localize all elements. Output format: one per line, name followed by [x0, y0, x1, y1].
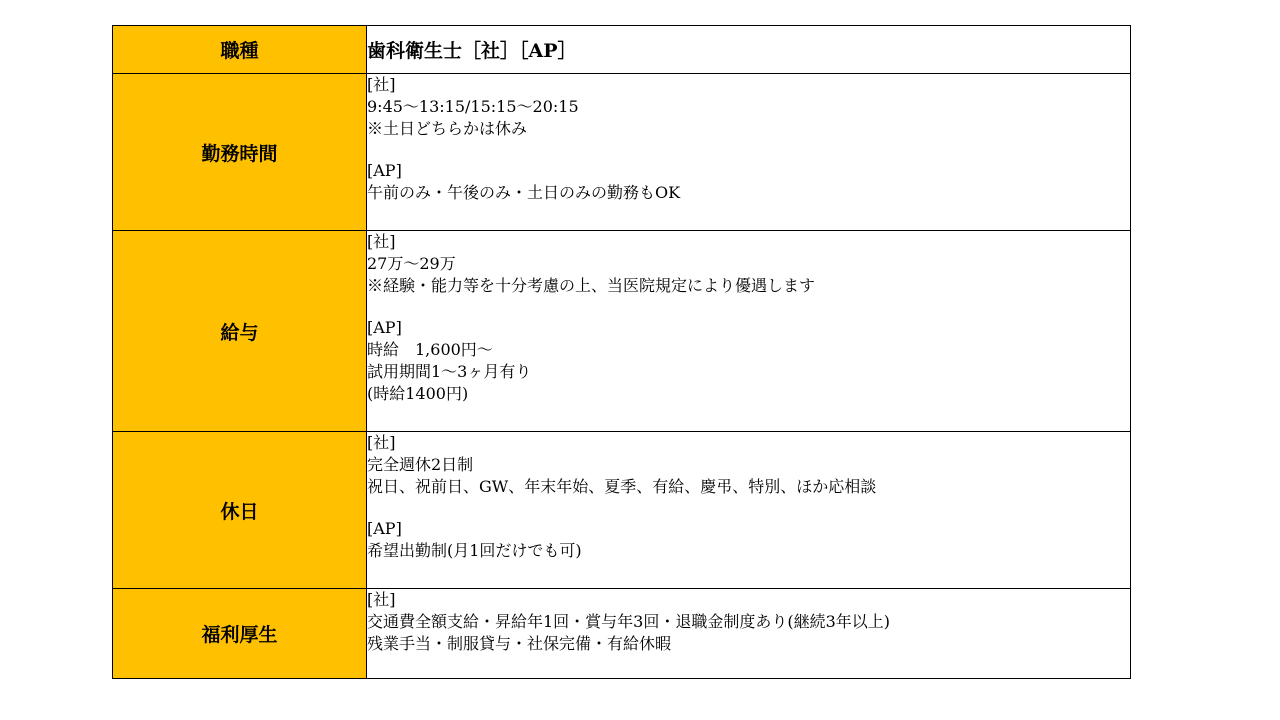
salary-parttime-trial: 試用期間1～3ヶ月有り [367, 362, 532, 381]
job-info-table [112, 25, 1131, 679]
working-hours-label: 勤務時間 [113, 74, 367, 231]
salary-fulltime-tag: [社] [367, 232, 396, 251]
row-benefits [113, 589, 1131, 679]
holidays-fulltime-system: 完全週休2日制 [367, 455, 474, 474]
holidays-parttime-note: 希望出勤制(月1回だけでも可) [367, 541, 582, 560]
working-hours-fulltime-note: ※土日どちらかは休み [367, 119, 528, 138]
job-type-label: 職種 [113, 26, 367, 74]
holidays-content [367, 432, 1131, 589]
holidays-parttime [367, 518, 1130, 562]
benefits-line-2: 残業手当・制服貸与・社保完備・有給休暇 [367, 634, 672, 653]
row-working-hours [113, 74, 1131, 231]
benefits-label: 福利厚生 [113, 589, 367, 679]
working-hours-fulltime [367, 74, 1130, 140]
salary-parttime-tag: [AP] [367, 318, 402, 337]
row-holidays [113, 432, 1131, 589]
salary-fulltime-amount: 27万～29万 [367, 254, 456, 273]
holidays-fulltime [367, 432, 1130, 498]
salary-parttime-trial-rate: (時給1400円) [367, 384, 469, 403]
working-hours-fulltime-time: 9:45～13:15/15:15～20:15 [367, 97, 579, 116]
benefits-fulltime [367, 589, 1130, 655]
holidays-parttime-tag: [AP] [367, 519, 402, 538]
benefits-line-1: 交通費全額支給・昇給年1回・賞与年3回・退職金制度あり(継続3年以上) [367, 612, 891, 631]
salary-parttime [367, 317, 1130, 405]
holidays-fulltime-list: 祝日、祝前日、GW、年末年始、夏季、有給、慶弔、特別、ほか応相談 [367, 477, 877, 496]
row-job-type [113, 26, 1131, 74]
working-hours-parttime-tag: [AP] [367, 161, 402, 180]
working-hours-fulltime-tag: [社] [367, 75, 396, 94]
holidays-label: 休日 [113, 432, 367, 589]
working-hours-parttime-note: 午前のみ・午後のみ・土日のみの勤務もOK [367, 183, 681, 202]
salary-fulltime-note: ※経験・能力等を十分考慮の上、当医院規定により優遇します [367, 276, 816, 295]
salary-content [367, 231, 1131, 432]
benefits-fulltime-tag: [社] [367, 590, 396, 609]
row-salary [113, 231, 1131, 432]
benefits-content [367, 589, 1131, 679]
salary-fulltime [367, 231, 1130, 297]
job-type-value: 歯科衛生士［社］［AP］ [367, 26, 1131, 74]
salary-parttime-hourly: 時給 1,600円～ [367, 340, 493, 359]
working-hours-parttime [367, 160, 1130, 204]
working-hours-content [367, 74, 1131, 231]
salary-label: 給与 [113, 231, 367, 432]
holidays-fulltime-tag: [社] [367, 433, 396, 452]
